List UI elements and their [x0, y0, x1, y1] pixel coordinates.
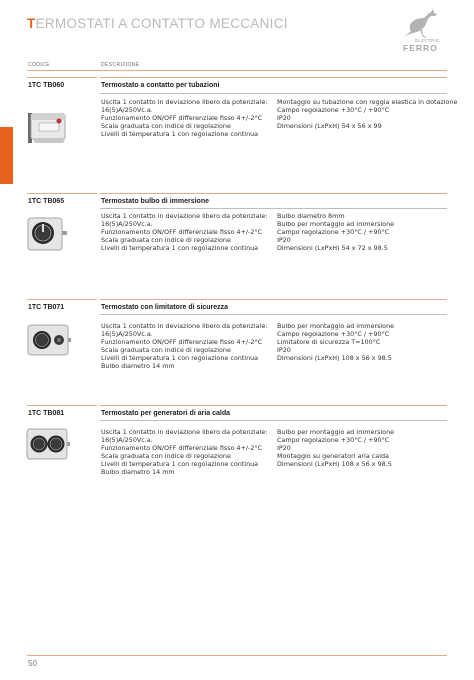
product-code: 1TC TB060 [28, 82, 65, 89]
spec-item: Uscita 1 contatto in deviazione libero da potenziale: [101, 322, 268, 330]
product-name: Termostato a contatto per tubazioni [101, 82, 220, 89]
column-header-description: DESCRIZIONE [101, 62, 140, 68]
page-title [27, 16, 288, 31]
header-divider [27, 70, 447, 71]
product-name: Termostato per generatori di aria calda [101, 410, 231, 417]
spec-item: Dimensioni (LxPxH) 54 x 56 x 99 [277, 122, 382, 130]
spec-item: Livelli di temperatura 1 con regolazione continua [101, 460, 259, 468]
spec-item: Campo regolazione +30°C / +90°C [277, 106, 390, 114]
spec-item: Campo regolazione +30°C / +90°C [277, 436, 390, 444]
product-specs-left [101, 98, 281, 138]
kangaroo-logo-icon [401, 8, 441, 40]
product-code: 1TC TB071 [28, 304, 65, 311]
product-specs-right [277, 322, 452, 362]
spec-item: 16(5)A/250Vc.a. [101, 106, 153, 114]
product-name: Termostato con limitatore di sicurezza [101, 304, 229, 311]
safety-limiter-thermostat-image [26, 320, 72, 362]
page-title-rest: ERMOSTATI A CONTATTO MECCANICI [35, 16, 288, 31]
spec-item: Funzionamento ON/OFF differenziale fisso 4+/-2°C [101, 338, 263, 346]
spec-item: Montaggio su tubazione con reggia elastica in dotazione [277, 98, 458, 106]
row-divider [100, 299, 447, 300]
product-code: 1TC TB065 [28, 198, 65, 205]
spec-item: Campo regolazione +30°C / +90°C [277, 228, 390, 236]
spec-item: Bulbo diametro 14 mm [101, 468, 175, 476]
page-title-initial: T [27, 16, 36, 31]
pipe-contact-thermostat-image [25, 108, 71, 150]
spec-item: Dimensioni (LxPxH) 108 x 56 x 98.5 [277, 354, 392, 362]
name-underline [100, 208, 447, 209]
spec-item: Scala graduata con indice di regolazione [101, 452, 231, 460]
product-specs-right [277, 428, 452, 468]
spec-item: Bulbo per montaggio ad immersione [277, 220, 395, 228]
row-divider [100, 405, 447, 406]
spec-item: Scala graduata con indice di regolazione [101, 236, 231, 244]
spec-item: Bulbo diametro 14 mm [101, 362, 175, 370]
spec-item: Montaggio su generatori aria calda [277, 452, 389, 460]
spec-item: Bulbo per montaggio ad immersione [277, 428, 395, 436]
spec-item: IP20 [277, 114, 291, 122]
spec-item: 16(5)A/250Vc.a. [101, 330, 153, 338]
spec-item: Livelli di temperatura 1 con regolazione continua [101, 354, 259, 362]
hot-air-generator-thermostat-image [25, 423, 71, 467]
product-specs-right [277, 98, 458, 130]
spec-item: Livelli di temperatura 1 con regolazione continua [101, 244, 259, 252]
spec-item: Scala graduata con indice di regolazione [101, 122, 231, 130]
column-header-code: CODICE [28, 62, 50, 68]
spec-item: Dimensioni (LxPxH) 54 x 72 x 98.5 [277, 244, 388, 252]
spec-item: Scala graduata con indice di regolazione [101, 346, 231, 354]
logo-brand-text: FERRO [403, 43, 438, 53]
spec-item: Funzionamento ON/OFF differenziale fisso 4+/-2°C [101, 114, 263, 122]
spec-item: IP20 [277, 444, 291, 452]
footer-divider [27, 655, 447, 656]
spec-item: IP20 [277, 346, 291, 354]
spec-item: Bulbo diametro 8mm [277, 212, 345, 220]
brand-logo [395, 8, 453, 52]
spec-item: Dimensioni (LxPxH) 108 x 56 x 98.5 [277, 460, 392, 468]
side-accent-tab [0, 127, 13, 184]
spec-item: Campo regolazione +30°C / +90°C [277, 330, 390, 338]
product-specs-left [101, 428, 281, 476]
spec-item: Uscita 1 contatto in deviazione libero da potenziale: [101, 428, 268, 436]
logo-electric-text: ELECTRIC [415, 38, 440, 43]
product-name: Termostato bulbo di immersione [101, 198, 209, 205]
spec-item: Bulbo per montaggio ad immersione [277, 322, 395, 330]
immersion-bulb-thermostat-image [24, 212, 68, 260]
product-specs-left [101, 322, 281, 370]
spec-item: 16(5)A/250Vc.a. [101, 436, 153, 444]
row-divider [27, 77, 97, 78]
row-divider [100, 193, 447, 194]
name-underline [100, 93, 447, 94]
name-underline [100, 314, 447, 315]
row-divider [27, 405, 97, 406]
product-specs-right [277, 212, 452, 252]
spec-item: Funzionamento ON/OFF differenziale fisso 4+/-2°C [101, 228, 263, 236]
spec-item: Livelli di temperatura 1 con regolazione continua [101, 130, 259, 138]
spec-item: Uscita 1 contatto in deviazione libero da potenziale: [101, 98, 268, 106]
row-divider [27, 193, 97, 194]
spec-item: 16(5)A/250Vc.a. [101, 220, 153, 228]
row-divider [27, 299, 97, 300]
spec-item: Limitatore di sicurezza T=100°C [277, 338, 381, 346]
product-code: 1TC TB081 [28, 410, 65, 417]
spec-item: IP20 [277, 236, 291, 244]
spec-item: Funzionamento ON/OFF differenziale fisso 4+/-2°C [101, 444, 263, 452]
row-divider [100, 77, 447, 78]
page-number: 50 [28, 659, 37, 668]
name-underline [100, 420, 447, 421]
spec-item: Uscita 1 contatto in deviazione libero da potenziale: [101, 212, 268, 220]
product-specs-left [101, 212, 281, 252]
